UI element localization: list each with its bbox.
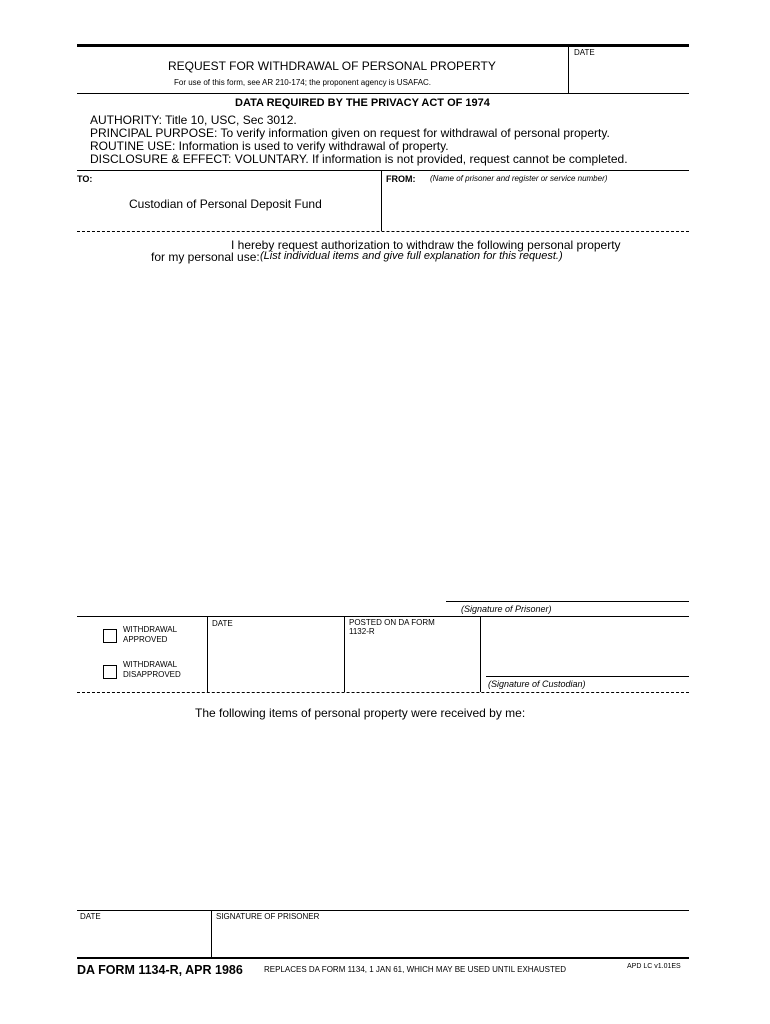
withdrawal-disapproved-label-1: WITHDRAWAL	[123, 660, 178, 669]
request-items-area[interactable]	[90, 268, 686, 598]
request-line-1: I hereby request authorization to withdraw the following personal property	[231, 238, 621, 252]
prisoner-signature-line	[446, 601, 689, 602]
privacy-disclosure: DISCLOSURE & EFFECT: VOLUNTARY. If information is not provided, request cannot be completed.	[90, 152, 628, 166]
withdrawal-disapproved-checkbox[interactable]	[103, 665, 117, 679]
receipt-signature-label: SIGNATURE OF PRISONER	[216, 912, 320, 921]
receipt-sign-top-rule	[77, 910, 689, 911]
withdrawal-approved-checkbox[interactable]	[103, 629, 117, 643]
to-from-dashed-rule	[77, 231, 689, 232]
to-value: Custodian of Personal Deposit Fund	[129, 197, 322, 211]
withdrawal-disapproved-label-2: DISAPPROVED	[123, 670, 181, 679]
header-date-field[interactable]	[574, 62, 684, 88]
withdrawal-approved-label-2: APPROVED	[123, 635, 168, 644]
receipt-statement: The following items of personal property were received by me:	[195, 706, 526, 720]
privacy-principal-purpose: PRINCIPAL PURPOSE: To verify information given on request for withdrawal of personal property.	[90, 126, 610, 140]
approval-bottom-rule	[77, 692, 689, 693]
approval-date-label: DATE	[212, 619, 233, 628]
form-subtitle: For use of this form, see AR 210-174; the proponent agency is USAFAC.	[174, 78, 432, 87]
approval-top-rule	[77, 616, 689, 617]
to-label: TO:	[77, 174, 93, 184]
custodian-signature-line	[486, 676, 689, 677]
posted-label-2: 1132-R	[349, 627, 375, 636]
receipt-items-area[interactable]	[90, 724, 686, 906]
from-label: FROM:	[386, 174, 416, 184]
to-from-divider	[381, 170, 382, 231]
prisoner-signature-label: (Signature of Prisoner)	[461, 604, 552, 614]
form-title: REQUEST FOR WITHDRAWAL OF PERSONAL PROPERTY	[168, 59, 496, 73]
privacy-authority: AUTHORITY: Title 10, USC, Sec 3012.	[90, 113, 297, 127]
approval-divider-date	[207, 616, 208, 692]
privacy-bottom-rule	[77, 170, 689, 171]
receipt-sign-bottom-rule	[77, 957, 689, 959]
from-hint: (Name of prisoner and register or service number)	[430, 174, 608, 183]
posted-field[interactable]	[349, 640, 477, 688]
form-identifier: DA FORM 1134-R, APR 1986	[77, 963, 243, 977]
approval-date-field[interactable]	[212, 634, 340, 688]
receipt-date-field[interactable]	[80, 926, 206, 954]
privacy-routine-use: ROUTINE USE: Information is used to verify withdrawal of property.	[90, 139, 449, 153]
approval-divider-posted	[344, 616, 345, 692]
posted-label-1: POSTED ON DA FORM	[349, 618, 435, 627]
header-top-rule	[77, 44, 689, 47]
header-date-divider	[568, 46, 569, 94]
withdrawal-approved-label-1: WITHDRAWAL	[123, 625, 178, 634]
custodian-signature-label: (Signature of Custodian)	[488, 679, 586, 689]
privacy-heading: DATA REQUIRED BY THE PRIVACY ACT OF 1974	[235, 97, 490, 109]
request-line-2-prefix: for my personal use:	[151, 250, 260, 264]
request-line-2-hint: (List individual items and give full explanation for this request.)	[260, 250, 563, 262]
header-bottom-rule	[77, 93, 689, 94]
from-field[interactable]	[388, 188, 684, 226]
receipt-date-label: DATE	[80, 912, 101, 921]
approval-divider-custodian	[480, 616, 481, 692]
form-version: APD LC v1.01ES	[627, 963, 681, 970]
form-replaces-note: REPLACES DA FORM 1134, 1 JAN 61, WHICH MAY BE USED UNTIL EXHAUSTED	[264, 965, 567, 974]
receipt-sign-divider	[211, 910, 212, 958]
header-date-label: DATE	[574, 48, 595, 57]
